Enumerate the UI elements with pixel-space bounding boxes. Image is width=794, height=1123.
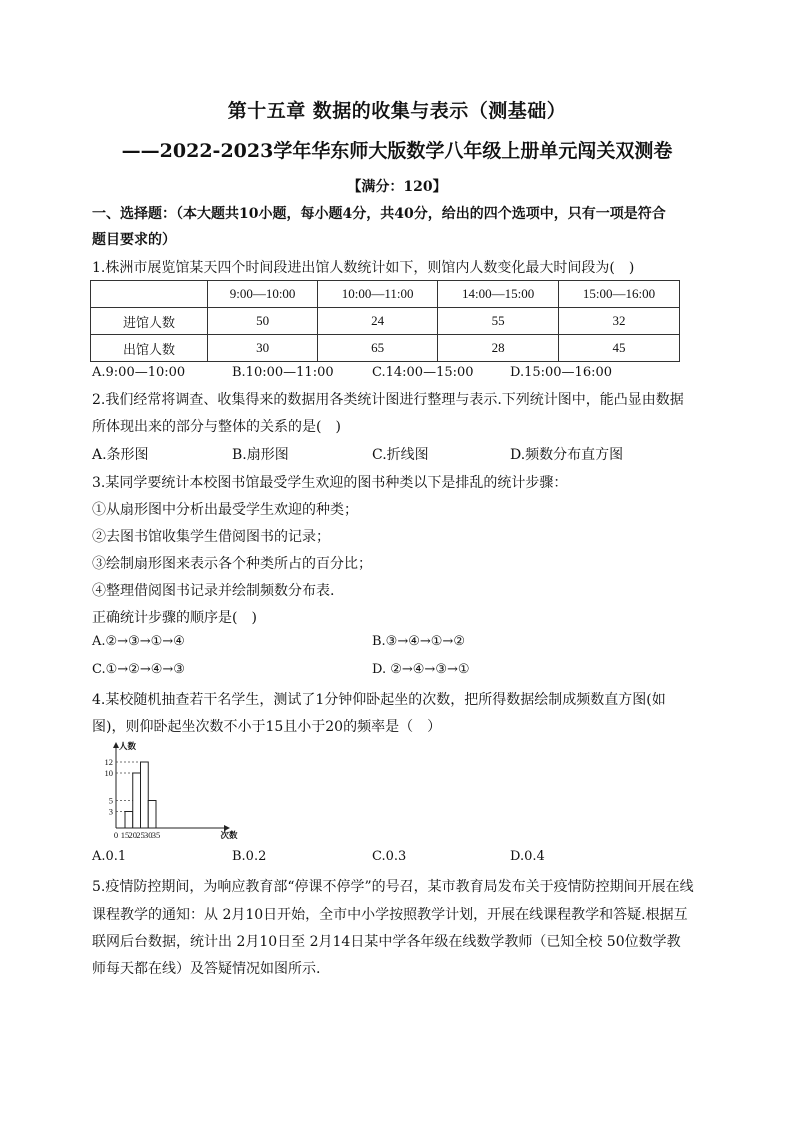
option-b: B.0.2 — [232, 849, 267, 864]
table-header-cell — [91, 281, 208, 308]
y-tick-label: 3 — [108, 806, 113, 817]
table-header-cell: 15:00—16:00 — [559, 281, 680, 308]
y-tick-label: 12 — [104, 757, 113, 767]
option-b: B.扇形图 — [232, 447, 289, 463]
option-a: A.条形图 — [92, 447, 149, 463]
table-row — [91, 335, 680, 362]
question-4-text-cont: 图)，则仰卧起坐次数不小于15且小于20的频率是（ ） — [92, 719, 442, 735]
x-tick-label: 35 — [151, 830, 161, 840]
option-d: D. ②→④→③→① — [372, 662, 470, 677]
question-3-prompt: 正确统计步骤的顺序是( ) — [92, 610, 257, 626]
table-header-cell: 14:00—15:00 — [438, 281, 559, 308]
table-row — [91, 308, 680, 335]
question-5-text-cont: 课程教学的通知：从 2月10日开始，全市中小学按照教学计划，开展在线课程教学和答疑.根据互 — [92, 907, 688, 923]
y-tick-label: 5 — [108, 795, 113, 806]
question-5-text-cont: 联网后台数据，统计出 2月10日至 2月14日某中学各年级在线数学教师（已知全校 50位数学教 — [92, 934, 681, 950]
x-axis-label: 次数 — [220, 830, 238, 840]
option-b: B.③→④→①→② — [372, 634, 465, 649]
section-heading-cont: 题目要求的） — [92, 232, 176, 248]
option-d: D.频数分布直方图 — [510, 447, 624, 463]
document-title: 第十五章 数据的收集与表示（测基础） — [227, 100, 567, 122]
x-tick-label: 30 — [144, 830, 153, 840]
frequency-histogram — [96, 740, 246, 844]
question-2-text-cont: 所体现出来的部分与整体的关系的是( ) — [92, 419, 341, 435]
table-cell: 24 — [318, 308, 438, 335]
question-5-text-cont: 师每天都在线）及答疑情况如图所示. — [92, 961, 321, 977]
question-4-text: 4.某校随机抽查若干名学生，测试了1分钟仰卧起坐的次数，把所得数据绘制成频数直方图(如 — [92, 692, 666, 708]
document-subtitle: ——2022-2023学年华东师大版数学八年级上册单元闯关双测卷 — [121, 140, 673, 162]
x-tick-label: 25 — [136, 830, 145, 840]
table-header-cell: 9:00—10:00 — [208, 281, 318, 308]
x-tick-label: 15 — [120, 830, 130, 840]
option-d: D.0.4 — [510, 849, 545, 864]
x-tick-label: 20 — [128, 830, 137, 840]
table-cell: 进馆人数 — [91, 308, 208, 335]
full-score: 【满分：120】 — [347, 179, 447, 195]
y-axis-label: 人数 — [119, 741, 137, 751]
table-cell: 30 — [208, 335, 318, 362]
step-item: ②去图书馆收集学生借阅图书的记录； — [92, 529, 330, 545]
option-a: A.0.1 — [92, 849, 127, 864]
option-c: C.①→②→④→③ — [92, 662, 185, 677]
option-a: A.9:00—10:00 — [92, 365, 186, 380]
histogram-bar — [133, 773, 141, 828]
x-tick-label: 0 — [113, 830, 119, 840]
section-heading: 一、选择题：（本大题共10小题，每小题4分，共40分，给出的四个选项中，只有一项是符合 — [92, 206, 666, 222]
question-1-table — [90, 280, 680, 362]
option-c: C.0.3 — [372, 849, 407, 864]
table-cell: 32 — [559, 308, 680, 335]
option-d: D.15:00—16:00 — [510, 365, 613, 380]
table-header-cell: 10:00—11:00 — [318, 281, 438, 308]
question-2-text: 2.我们经常将调查、收集得来的数据用各类统计图进行整理与表示.下列统计图中，能凸显由数据 — [92, 392, 684, 408]
step-item: ③绘制扇形图来表示各个种类所占的百分比； — [92, 556, 372, 572]
histogram-bar — [141, 762, 149, 828]
option-b: B.10:00—11:00 — [232, 365, 334, 380]
question-1-text: 1.株洲市展览馆某天四个时间段进出馆人数统计如下，则馆内人数变化最大时间段为( ) — [92, 260, 635, 276]
table-cell: 65 — [318, 335, 438, 362]
table-cell: 出馆人数 — [91, 335, 208, 362]
step-item: ①从扇形图中分析出最受学生欢迎的种类； — [92, 502, 358, 518]
table-cell: 45 — [559, 335, 680, 362]
table-header-row — [91, 281, 680, 308]
table-cell: 55 — [438, 308, 559, 335]
option-a: A.②→③→①→④ — [92, 634, 185, 649]
y-tick-label: 10 — [104, 768, 113, 778]
question-5-text: 5.疫情防控期间，为响应教育部“停课不停学”的号召，某市教育局发布关于疫情防控期间开展在线 — [92, 879, 694, 895]
table-cell: 28 — [438, 335, 559, 362]
table-cell: 50 — [208, 308, 318, 335]
option-c: C.折线图 — [372, 447, 429, 463]
option-c: C.14:00—15:00 — [372, 365, 474, 380]
histogram-bar — [125, 812, 133, 829]
step-item: ④整理借阅图书记录并绘制频数分布表. — [92, 583, 335, 599]
histogram-bar — [148, 801, 156, 829]
question-3-text: 3.某同学要统计本校图书馆最受学生欢迎的图书种类以下是排乱的统计步骤： — [92, 475, 568, 491]
